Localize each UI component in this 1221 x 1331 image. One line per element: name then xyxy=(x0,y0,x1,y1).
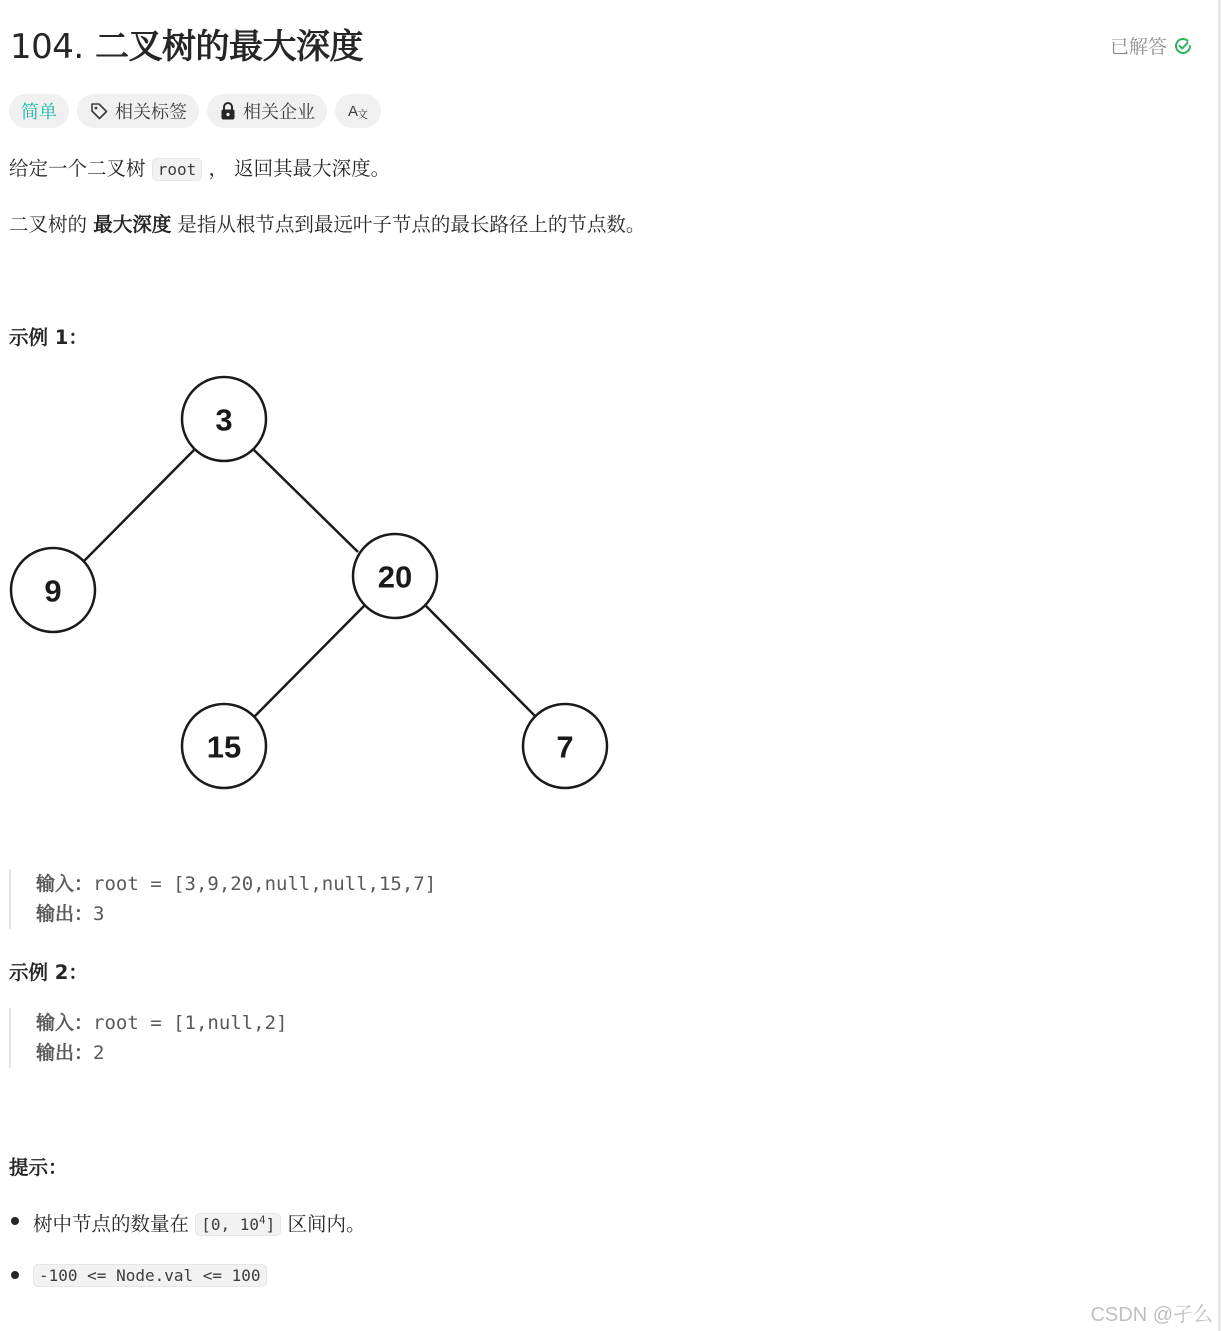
tree-edge xyxy=(254,450,358,552)
code-root: root xyxy=(152,158,203,181)
output-label: 输出： xyxy=(36,903,94,925)
desc-text: ， 返回其最大深度。 xyxy=(208,157,391,180)
example-2-block xyxy=(9,1008,287,1068)
description-paragraph-1 xyxy=(9,155,390,184)
tree-node-label: 7 xyxy=(556,729,574,765)
output-label: 输出： xyxy=(36,1042,94,1064)
tree-edge xyxy=(84,450,194,561)
hint-code-range: -100 <= Node.val <= 100 xyxy=(33,1264,267,1287)
hints-heading: 提示： xyxy=(9,1156,68,1179)
problem-number: 104. xyxy=(10,27,84,67)
input-value: root = [1,null,2] xyxy=(93,1012,288,1034)
tree-edge xyxy=(254,606,364,717)
code-text: ] xyxy=(265,1215,276,1235)
output-value: 3 xyxy=(93,903,105,925)
input-value: root = [3,9,20,null,null,15,7] xyxy=(93,873,437,895)
example-2-input xyxy=(36,1008,287,1038)
hints-list xyxy=(9,1204,365,1309)
input-label: 输入： xyxy=(36,1012,94,1034)
code-text: [0, 10 xyxy=(201,1215,259,1235)
lock-icon xyxy=(219,101,237,121)
example-1-tree-diagram xyxy=(0,360,640,800)
output-value: 2 xyxy=(93,1042,105,1064)
difficulty-badge[interactable] xyxy=(9,94,69,128)
example-2-output xyxy=(36,1038,287,1068)
translate-icon xyxy=(347,101,369,121)
companies-tag-button[interactable] xyxy=(207,94,327,128)
tree-node-label: 15 xyxy=(206,729,242,765)
companies-tag-label: 相关企业 xyxy=(243,102,315,123)
svg-text:文: 文 xyxy=(357,108,368,121)
desc-text: 给定一个二叉树 xyxy=(9,157,146,180)
tag-row xyxy=(9,94,381,128)
svg-text:A: A xyxy=(348,103,359,120)
difficulty-label: 简单 xyxy=(21,102,57,123)
solved-status xyxy=(1110,32,1193,59)
tree-edge xyxy=(426,606,536,717)
example-1-block xyxy=(9,869,436,929)
check-circle-icon xyxy=(1173,36,1193,56)
desc-text: 二叉树的 xyxy=(9,213,94,236)
tree-node-label: 3 xyxy=(215,402,233,438)
topics-tag-button[interactable] xyxy=(77,94,199,128)
hint-code-range xyxy=(195,1213,281,1236)
problem-title-text: 二叉树的最大深度 xyxy=(95,27,364,67)
example-1-output xyxy=(36,899,436,929)
translate-button[interactable] xyxy=(335,94,381,128)
example-2-heading: 示例 2： xyxy=(9,961,88,984)
watermark: CSDN @孑么 xyxy=(1090,1304,1213,1326)
solved-label: 已解答 xyxy=(1109,36,1167,58)
hint-text: 区间内。 xyxy=(281,1212,366,1236)
tag-icon xyxy=(89,101,109,121)
example-1-heading: 示例 1： xyxy=(9,326,88,349)
desc-text: 是指从根节点到最远叶子节点的最长路径上的节点数。 xyxy=(171,213,646,236)
problem-title[interactable] xyxy=(10,24,363,70)
desc-bold: 最大深度 xyxy=(93,213,172,236)
input-label: 输入： xyxy=(36,873,94,895)
hint-item-1 xyxy=(9,1204,365,1242)
topics-tag-label: 相关标签 xyxy=(115,102,187,123)
hint-item-2 xyxy=(9,1258,365,1293)
tree-node-label: 9 xyxy=(44,573,62,609)
hint-text: 树中节点的数量在 xyxy=(33,1212,196,1236)
tree-node-label: 20 xyxy=(377,559,413,595)
example-1-input xyxy=(36,869,436,899)
code-superscript: 4 xyxy=(259,1214,266,1227)
description-paragraph-2 xyxy=(9,211,645,239)
